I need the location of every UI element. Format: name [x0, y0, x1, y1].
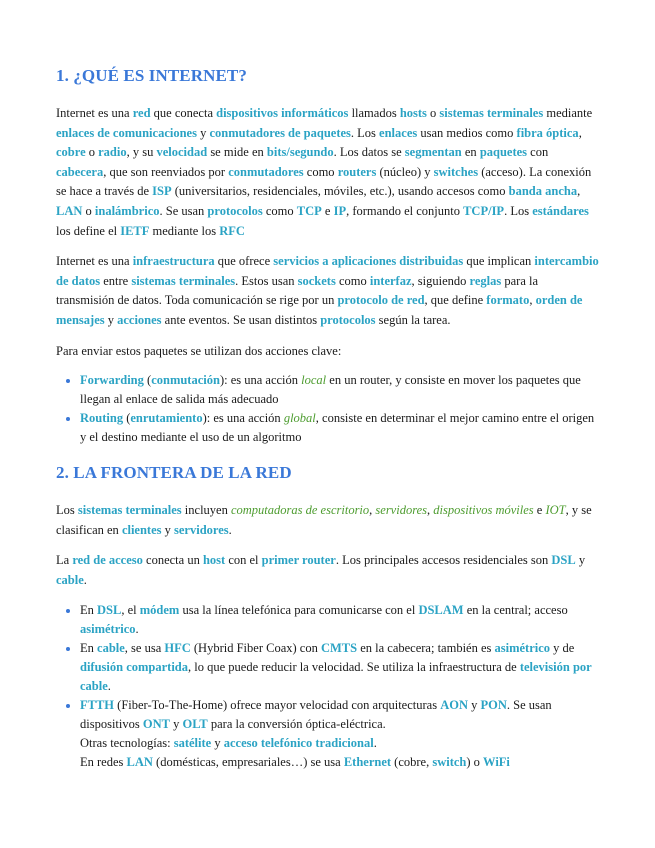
text-run: en la cabecera; también es: [357, 640, 495, 655]
text-run: ante eventos. Se usan distintos: [161, 312, 321, 327]
text-run: e: [321, 203, 334, 218]
text-run: ,: [427, 503, 434, 518]
text-run: ,: [529, 293, 536, 308]
text-run: (domésticas, empresariales…) se usa: [152, 754, 344, 769]
italic-term: local: [301, 373, 327, 388]
keyword-term: LAN: [126, 754, 153, 769]
text-run: , lo que puede reducir la velocidad. Se utiliza la infraestructura de: [188, 659, 520, 674]
bullet-item: [80, 409, 599, 447]
text-run: (: [123, 411, 131, 426]
text-run: se mide en: [207, 145, 267, 160]
text-run: como: [335, 273, 370, 288]
keyword-term: módem: [139, 602, 180, 617]
text-run: Internet es una: [56, 254, 133, 269]
text-run: usa la línea telefónica para comunicarse con el: [179, 602, 419, 617]
bullet-item: [80, 601, 599, 639]
keyword-term: conmutadores: [228, 164, 304, 179]
text-run: y: [468, 697, 481, 712]
keyword-term: ISP: [152, 184, 172, 199]
text-run: . Estos usan: [235, 273, 298, 288]
text-run: en: [461, 145, 480, 160]
keyword-term: acciones: [117, 312, 162, 327]
keyword-term: red: [132, 106, 151, 120]
keyword-term: switch: [432, 754, 467, 769]
keyword-term: cabecera: [56, 164, 104, 179]
bullet-item: [80, 639, 599, 696]
keyword-term: velocidad: [156, 145, 208, 160]
text-run: Para enviar estos paquetes se utilizan dos acciones clave:: [56, 343, 342, 358]
keyword-term: infraestructura: [132, 254, 215, 269]
keyword-term: LAN: [56, 203, 83, 218]
keyword-term: sistemas terminales: [77, 503, 182, 518]
text-run: que implican: [463, 254, 535, 269]
text-run: . Se usan: [159, 203, 208, 218]
text-run: ,: [369, 503, 376, 518]
keyword-term: Ethernet: [343, 754, 392, 769]
keyword-term: primer router: [261, 553, 336, 568]
text-run: o: [85, 145, 99, 160]
text-run: en un router, y consiste en mover los paquetes que llegan al enlace de salida más adecuado: [80, 373, 581, 407]
keyword-term: fibra óptica: [516, 125, 579, 140]
text-run: y: [161, 522, 175, 537]
text-run: mediante: [543, 106, 593, 120]
keyword-term: HFC: [164, 640, 191, 655]
text-run: . Los: [504, 203, 533, 218]
italic-term: dispositivos móviles: [433, 503, 534, 518]
bullet-item: [80, 371, 599, 409]
text-run: y: [169, 716, 183, 731]
italic-term: servidores: [375, 503, 428, 518]
text-run: . Los: [350, 125, 380, 140]
paragraph: [56, 551, 599, 590]
keyword-term: cobre: [56, 145, 86, 160]
text-run: que ofrece: [214, 254, 274, 269]
keyword-term: TCP/IP: [463, 203, 505, 218]
text-run: con: [527, 145, 549, 160]
text-run: y: [196, 125, 210, 140]
text-run: (Hybrid Fiber Coax) con: [190, 640, 321, 655]
text-run: En: [80, 602, 98, 617]
keyword-term: hosts: [399, 106, 427, 120]
text-run: .: [135, 621, 139, 636]
section-1-body: [56, 104, 599, 361]
keyword-term: OLT: [182, 716, 208, 731]
keyword-term: WiFi: [483, 754, 510, 769]
text-run: , y se clasifican en: [56, 503, 592, 537]
text-run: , y su: [126, 145, 157, 160]
text-run: Otras tecnologías:: [80, 735, 174, 750]
keyword-term: inalámbrico: [94, 203, 160, 218]
text-run: usan medios como: [417, 125, 517, 140]
keyword-term: RFC: [219, 223, 245, 238]
keyword-term: DSLAM: [418, 602, 464, 617]
keyword-term: switches: [433, 164, 479, 179]
paragraph: [56, 342, 599, 362]
keyword-term: interfaz: [369, 273, 412, 288]
section-2-body: [56, 501, 599, 590]
paragraph: [56, 104, 599, 241]
text-run: . Se usan dispositivos: [80, 697, 552, 731]
keyword-term: estándares: [532, 203, 589, 218]
paragraph: [56, 501, 599, 540]
keyword-term: conmutación: [151, 373, 220, 388]
keyword-term: routers: [337, 164, 377, 179]
italic-term: IOT: [545, 503, 566, 518]
keyword-term: IP: [333, 203, 347, 218]
text-run: , siguiendo: [411, 273, 470, 288]
keyword-term: clientes: [121, 522, 162, 537]
keyword-term: radio: [98, 145, 127, 160]
keyword-term: satélite: [173, 735, 212, 750]
keyword-term: protocolo de red: [337, 293, 425, 308]
text-run: (universitarios, residenciales, móviles, etc.), usando accesos como: [171, 184, 509, 199]
text-run: para la conversión óptica-eléctrica.: [207, 716, 386, 731]
keyword-term: difusión compartida: [80, 659, 189, 674]
keyword-term: televisión por cable: [80, 659, 592, 693]
text-run: y de: [550, 640, 575, 655]
text-run: , se usa: [124, 640, 165, 655]
keyword-term: FTTH: [80, 697, 115, 712]
keyword-term: host: [202, 553, 226, 568]
text-run: .: [228, 522, 232, 537]
keyword-term: Routing: [80, 411, 124, 426]
keyword-term: enrutamiento: [130, 411, 203, 426]
text-run: o: [426, 106, 440, 120]
keyword-term: banda ancha: [508, 184, 578, 199]
text-run: , que define: [424, 293, 487, 308]
keyword-term: enlaces: [379, 125, 418, 140]
text-run: . Los principales accesos residenciales son: [335, 553, 552, 568]
section-1-bullet-list: [56, 371, 599, 447]
text-run: ): es una acción: [219, 373, 302, 388]
keyword-term: conmutadores de paquetes: [209, 125, 351, 140]
paragraph: [56, 252, 599, 330]
text-run: En redes: [80, 754, 127, 769]
keyword-term: protocolos: [207, 203, 263, 218]
keyword-term: intercambio de datos: [56, 254, 599, 288]
italic-term: global: [283, 411, 316, 426]
text-run: y: [575, 553, 586, 568]
text-run: , consiste en determinar el mejor camino entre el origen y el destino mediante el uso de un algoritmo: [80, 411, 595, 445]
text-run: (: [143, 373, 152, 388]
text-run: Los: [56, 503, 78, 518]
keyword-term: asimétrico: [80, 621, 136, 636]
section-2-heading: 2. LA FRONTERA DE LA RED: [56, 463, 292, 483]
keyword-term: dispositivos informáticos: [216, 106, 349, 120]
keyword-term: asimétrico: [494, 640, 551, 655]
text-run: ) o: [466, 754, 484, 769]
text-run: e: [533, 503, 546, 518]
keyword-term: ONT: [142, 716, 170, 731]
text-run: (Fiber-To-The-Home) ofrece mayor velocidad con arquitecturas: [114, 697, 441, 712]
italic-term: computadoras de escritorio: [230, 503, 370, 518]
keyword-term: acceso telefónico tradicional: [223, 735, 374, 750]
text-run: Internet es una: [56, 106, 133, 120]
text-run: (cobre,: [391, 754, 433, 769]
keyword-term: TCP: [296, 203, 322, 218]
keyword-term: CMTS: [320, 640, 358, 655]
text-run: entre: [100, 273, 132, 288]
text-run: La: [56, 553, 73, 568]
keyword-term: cable: [97, 640, 125, 655]
keyword-term: PON: [480, 697, 507, 712]
text-run: los define el: [56, 223, 121, 238]
keyword-term: cable: [56, 572, 84, 587]
keyword-term: protocolos: [320, 312, 376, 327]
text-run: y: [211, 735, 224, 750]
text-run: ,: [577, 184, 581, 199]
text-run: como: [303, 164, 338, 179]
keyword-term: bits/segundo: [266, 145, 334, 160]
text-run: con el: [225, 553, 262, 568]
keyword-term: Forwarding: [80, 373, 144, 388]
text-run: conecta un: [142, 553, 203, 568]
keyword-term: formato: [486, 293, 530, 308]
text-run: , que son reenviados por: [103, 164, 229, 179]
text-run: .: [107, 678, 111, 693]
keyword-term: sockets: [297, 273, 336, 288]
text-run: (acceso). La conexión se hace a través de: [56, 164, 592, 199]
text-run: ,: [578, 125, 582, 140]
keyword-term: DSL: [551, 553, 576, 568]
keyword-term: AON: [440, 697, 468, 712]
text-run: o: [82, 203, 95, 218]
text-run: , formando el conjunto: [346, 203, 464, 218]
keyword-term: IETF: [120, 223, 150, 238]
text-run: como: [262, 203, 297, 218]
keyword-term: reglas: [469, 273, 502, 288]
section-1-heading: 1. ¿QUÉ ES INTERNET?: [56, 66, 247, 85]
text-run: para la transmisión de datos. Toda comunicación se rige por un: [56, 273, 539, 308]
keyword-term: sistemas terminales: [439, 106, 544, 120]
text-run: ): es una acción: [202, 411, 284, 426]
keyword-term: DSL: [97, 602, 122, 617]
text-run: mediante los: [149, 223, 220, 238]
text-run: , el: [121, 602, 140, 617]
text-run: .: [373, 735, 377, 750]
section-2-bullet-list: [56, 601, 599, 772]
keyword-term: orden de mensajes: [56, 293, 583, 327]
keyword-term: enlaces de comunicaciones: [56, 125, 197, 140]
keyword-term: sistemas terminales: [131, 273, 236, 288]
text-run: según la tarea.: [375, 312, 451, 327]
text-run: incluyen: [181, 503, 231, 518]
keyword-term: servicios a aplicaciones distribuidas: [273, 254, 464, 269]
text-run: llamados: [348, 106, 400, 120]
text-run: . Los datos se: [333, 145, 405, 160]
keyword-term: paquetes: [479, 145, 528, 160]
text-run: en la central; acceso: [463, 602, 568, 617]
keyword-term: servidores: [174, 522, 229, 537]
text-run: En: [80, 640, 98, 655]
keyword-term: red de acceso: [72, 553, 143, 568]
keyword-term: segmentan: [404, 145, 462, 160]
text-run: que conecta: [150, 106, 217, 120]
text-run: (núcleo) y: [376, 164, 434, 179]
text-run: y: [104, 312, 118, 327]
text-run: .: [83, 572, 87, 587]
bullet-item: [80, 696, 599, 772]
